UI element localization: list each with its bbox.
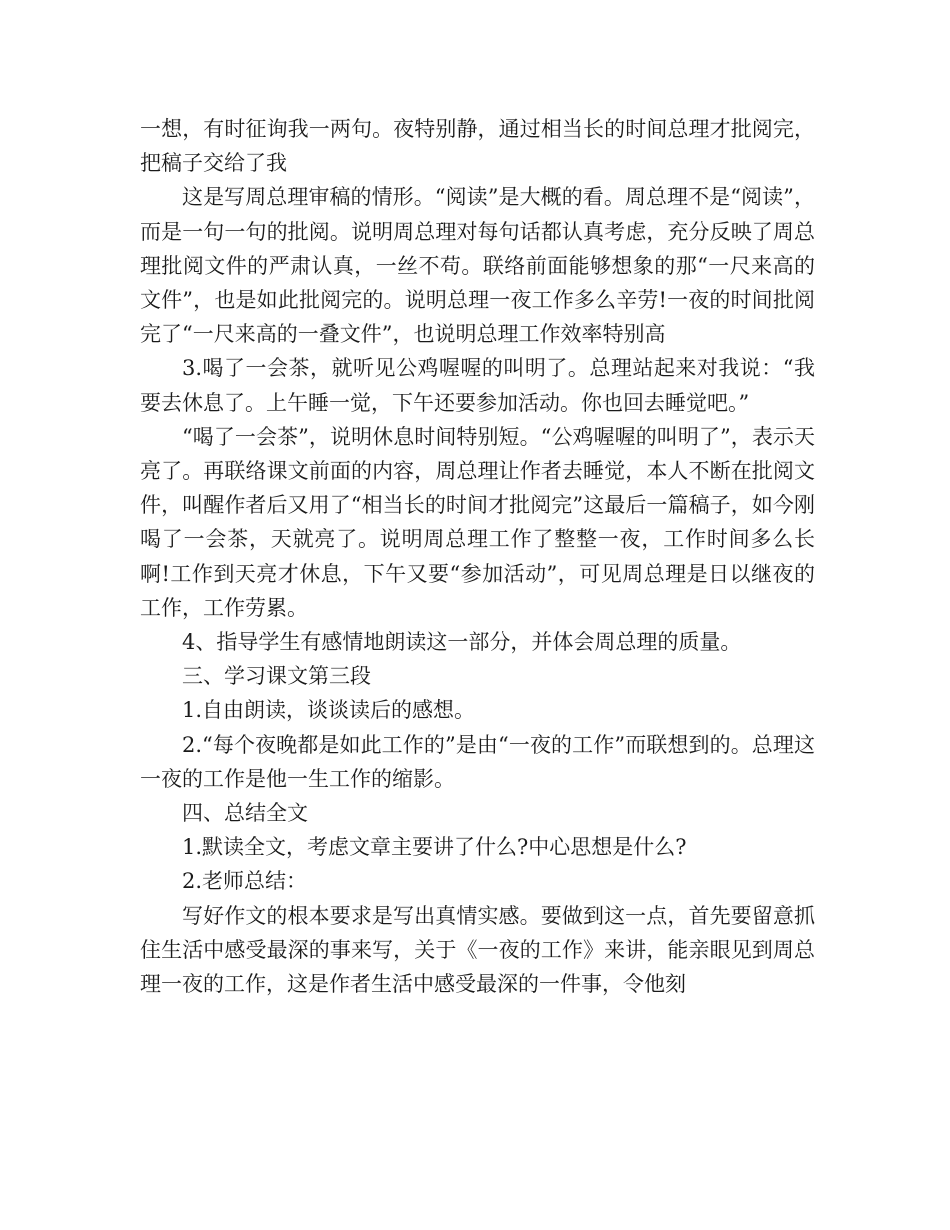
paragraph: 一想，有时征询我一两句。夜特别静，通过相当长的时间总理才批阅完，把稿子交给了我 <box>140 117 815 176</box>
paragraph: 写好作文的根本要求是写出真情实感。要做到这一点，首先要留意抓住生活中感受最深的事来写，关于《一夜的工作》来讲，能亲眼见到周总理一夜的工作，这是作者生活中感受最深的一件事，令他刻 <box>140 903 815 997</box>
list-item: 2.老师总结： <box>182 869 308 894</box>
paragraph: 3.喝了一会茶，就听见公鸡喔喔的叫明了。总理站起来对我说：“我要去休息了。上午睡一觉，下午还要参加活动。你也回去睡觉吧。” <box>140 356 815 415</box>
list-item: 1.自由朗读，谈谈读后的感想。 <box>182 698 476 723</box>
list-item: 2.“每个夜晚都是如此工作的”是由“一夜的工作”而联想到的。总理这一夜的工作是他一生工作的缩影。 <box>140 732 815 791</box>
document-body <box>140 112 815 1001</box>
section-heading: 四、总结全文 <box>182 801 308 826</box>
paragraph: 4、指导学生有感情地朗读这一部分，并体会周总理的质量。 <box>182 630 742 655</box>
paragraph: “喝了一会茶”，说明休息时间特别短。“公鸡喔喔的叫明了”，表示天亮了。再联络课文前面的内容，周总理让作者去睡觉，本人不断在批阅文件，叫醒作者后又用了“相当长的时间才批阅完”这最后一篇稿子，如今刚喝了一会茶，天就亮了。说明周总理工作了整整一夜，工作时间多么长啊!工作到天亮才休息，下午又要“参加活动”，可见周总理是日以继夜的工作，工作劳累。 <box>140 424 815 620</box>
list-item: 1.默读全文，考虑文章主要讲了什么?中心思想是什么? <box>182 835 687 860</box>
paragraph: 这是写周总理审稿的情形。“阅读”是大概的看。周总理不是“阅读”，而是一句一句的批阅。说明周总理对每句话都认真考虑，充分反映了周总理批阅文件的严肃认真，一丝不苟。联络前面能够想象的那“一尺来高的文件”，也是如此批阅完的。说明总理一夜工作多么辛劳!一夜的时间批阅完了“一尺来高的一叠文件”，也说明总理工作效率特别高 <box>140 185 815 347</box>
section-heading: 三、学习课文第三段 <box>182 664 371 689</box>
